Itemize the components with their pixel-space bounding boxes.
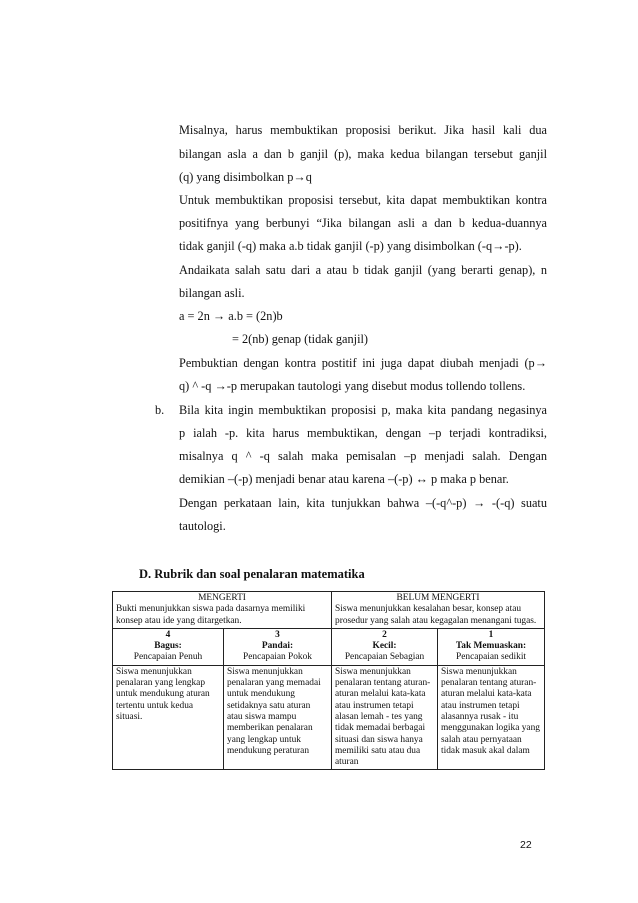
level-cell-2	[332, 628, 438, 665]
level-desc: Pencapaian sedikit	[456, 652, 527, 663]
rubric-level-row	[113, 628, 545, 665]
level-name: Tak Memuaskan:	[455, 641, 527, 652]
rubric-header-row	[113, 592, 545, 629]
body-line-11: Pembuktian dengan kontra postitif ini juga dapat diubah menjadi (p→	[179, 356, 547, 370]
belum-mengerti-cell	[332, 592, 545, 629]
detail-cell-2: Siswa menunjukkan penalaran tentang aturan-aturan melalui kata-kata atau instrumen tetapi alasan lemah - tes yang tidak memadai berbagai situasi dan siswa hanya memiliki satu atau dua aturan	[332, 665, 438, 770]
detail-cell-1: Siswa menunjukkan penalaran tentang aturan-aturan melalui kata-kata atau instrumen tetapi alasannya rusak - itu menggunakan logika yang salah atau pernyataan tidak masuk akal dalam	[438, 665, 545, 770]
body-line-16: demikian –(-p) menjadi benar atau karena –(-p) ↔ p maka p benar.	[179, 472, 509, 486]
level-desc: Pencapaian Pokok	[243, 652, 312, 663]
detail-cell-3: Siswa menunjukkan penalaran yang memadai untuk mendukung setidaknya satu aturan atau siswa mampu memberikan penalaran yang lengkap untuk mendukung peraturan	[224, 665, 332, 770]
body-line-10: = 2(nb) genap (tidak ganjil)	[232, 332, 369, 346]
level-desc: Pencapaian Penuh	[133, 652, 203, 663]
level-name: Kecil:	[372, 641, 397, 652]
page-number: 22	[520, 839, 532, 851]
level-cell-1	[438, 628, 545, 665]
belum-mengerti-desc: Siswa menunjukkan kesalahan besar, konsep atau prosedur yang salah atau kegagalan menangani tugas.	[335, 604, 537, 626]
list-marker-b: b.	[155, 403, 165, 417]
body-line-1: Misalnya, harus membuktikan proposisi berikut. Jika hasil kali dua	[179, 123, 547, 137]
level-score: 1	[488, 629, 494, 640]
body-line-6: tidak ganjil (-q) maka a.b tidak ganjil (-p) yang disimbolkan (-q→-p).	[179, 239, 522, 253]
body-line-7: Andaikata salah satu dari a atau b tidak ganjil (yang berarti genap), n	[179, 263, 547, 277]
level-score: 2	[382, 629, 387, 640]
level-cell-3	[224, 628, 332, 665]
rubric-table	[112, 591, 545, 770]
mengerti-desc: Bukti menunjukkan siswa pada dasarnya memiliki konsep atau ide yang ditargetkan.	[116, 604, 306, 626]
level-score: 3	[275, 629, 280, 640]
body-line-4: Untuk membuktikan proposisi tersebut, kita dapat membuktikan kontra	[179, 193, 547, 207]
detail-cell-4: Siswa menunjukkan penalaran yang lengkap untuk mendukung aturan tertentu untuk kedua situasi.	[113, 665, 224, 770]
level-name: Pandai:	[261, 641, 294, 652]
section-heading: D. Rubrik dan soal penalaran matematika	[139, 567, 365, 581]
mengerti-cell	[113, 592, 332, 629]
body-line-12: q) ^ -q →-p merupakan tautologi yang disebut modus tollendo tollens.	[179, 379, 526, 393]
body-line-3: (q) yang disimbolkan p→q	[179, 170, 312, 184]
level-desc: Pencapaian Sebagian	[344, 652, 425, 663]
body-line-18: tautologi.	[179, 519, 226, 533]
rubric-detail-row	[113, 665, 545, 770]
mengerti-title: MENGERTI	[198, 593, 246, 603]
level-name: Bagus:	[154, 641, 182, 652]
body-line-5: positifnya yang berbunyi “Jika bilangan asli a dan b kedua-duannya	[179, 216, 547, 230]
belum-mengerti-title: BELUM MENGERTI	[396, 593, 480, 603]
body-line-17: Dengan perkataan lain, kita tunjukkan bahwa –(-q^-p) → -(-q) suatu	[179, 496, 547, 510]
body-line-8: bilangan asli.	[179, 286, 245, 300]
level-score: 4	[165, 629, 171, 640]
body-line-9: a = 2n → a.b = (2n)b	[179, 309, 283, 323]
body-line-15: misalnya q ^ -q salah maka pemisalan –p menjadi salah. Dengan	[179, 449, 547, 463]
body-line-13: Bila kita ingin membuktikan proposisi p, maka kita pandang negasinya	[179, 403, 547, 417]
body-line-14: p ialah -p. kita harus membuktikan, dengan –p terjadi kontradiksi,	[179, 426, 547, 440]
level-cell-4	[113, 628, 224, 665]
body-line-2: bilangan asla a dan b ganjil (p), maka kedua bilangan tersebut ganjil	[179, 147, 547, 161]
